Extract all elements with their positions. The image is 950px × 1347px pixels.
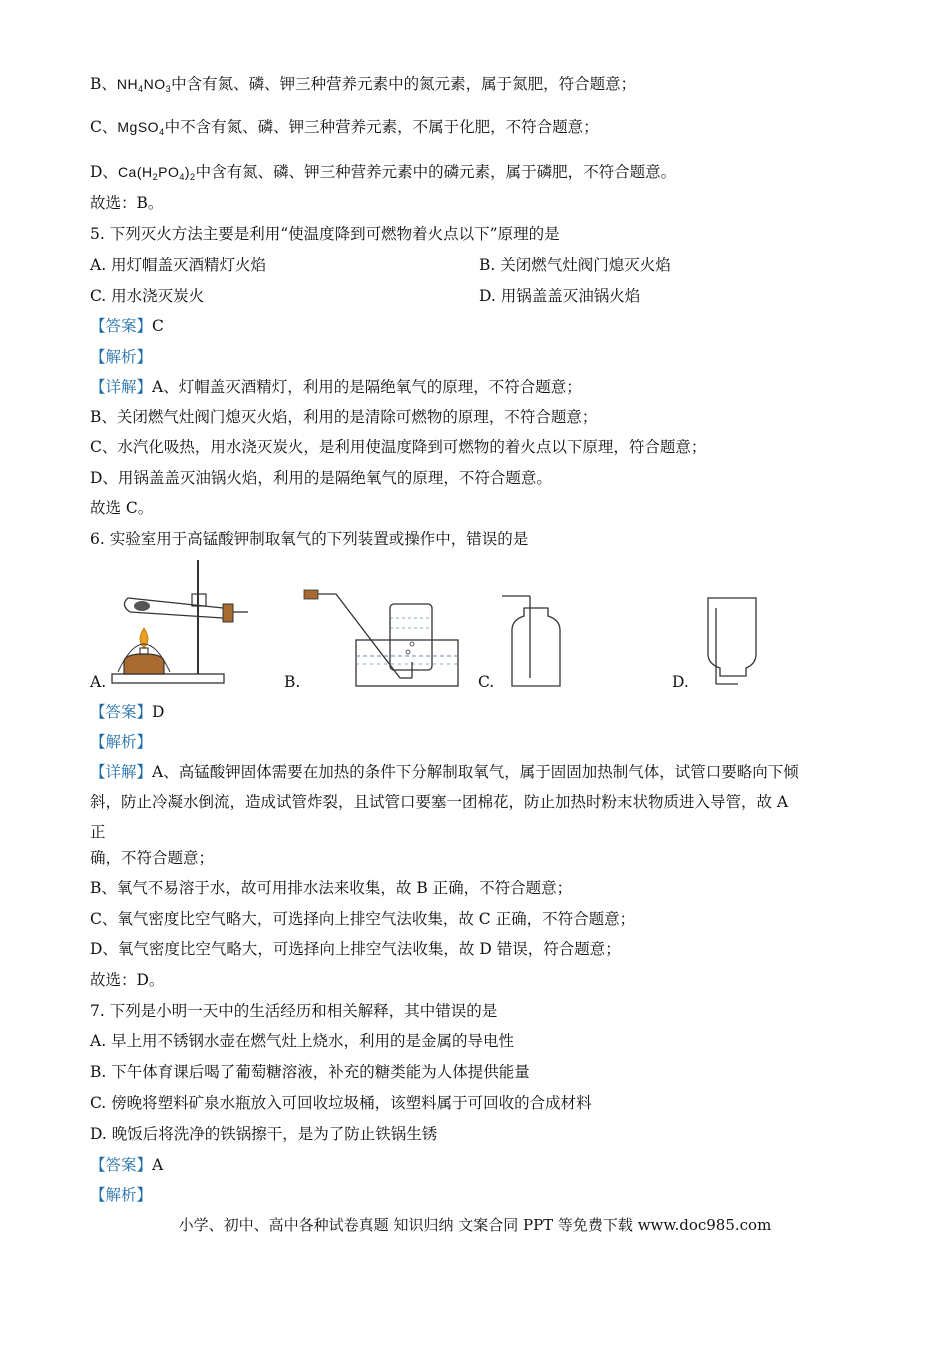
q6-detail-6: C、氧气密度比空气略大，可选择向上排空气法收集，故 C 正确，不符合题意； [90,910,636,928]
figure-b-label: B. [284,673,301,691]
formula-mgso4: MgSO$_4$ [117,119,165,137]
q6-detail-4: 确，不符合题意； [90,849,215,867]
q5-answer: 【答案】C [90,317,164,335]
q6-detail-3: 正 [90,823,106,841]
figure-a-heating-apparatus [108,556,250,688]
q5-detail-2: B、关闭燃气灶阀门熄灭火焰，利用的是清除可燃物的原理，不符合题意； [90,408,598,426]
q5-choice: 故选 C。 [90,499,154,517]
figure-d-label: D. [672,673,689,691]
figure-c-upward-air-displacement [500,592,572,688]
q5-detail-4: D、用锅盖盖灭油锅火焰，利用的是隔绝氧气的原理，不符合题意。 [90,469,552,487]
q5-analysis-tag: 【解析】 [90,348,153,366]
q7-stem: 7. 下列是小明一天中的生活经历和相关解释，其中错误的是 [90,1002,498,1020]
figure-b-water-collection [300,584,462,688]
q5-option-d: D. 用锅盖盖灭油锅火焰 [479,287,641,305]
q6-detail-5: B、氧气不易溶于水，故可用排水法来收集，故 B 正确，不符合题意； [90,879,573,897]
figure-a-label: A. [90,673,107,691]
q5-option-c: C. 用水浇灭炭火 [90,287,205,305]
q7-analysis-tag: 【解析】 [90,1186,153,1204]
q7-answer: 【答案】A [90,1156,164,1174]
q4-option-c: C、MgSO$_4$中不含有氮、磷、钾三种营养元素，不属于化肥，不符合题意； [90,118,599,137]
q7-option-d: D. 晚饭后将洗净的铁锅擦干，是为了防止铁锅生锈 [90,1125,438,1143]
q5-stem: 5. 下列灭火方法主要是利用“使温度降到可燃物着火点以下”原理的是 [90,225,560,243]
q6-answer: 【答案】D [90,703,165,721]
q4-option-d: D、$Ca(H_2PO_4)_2$中含有氮、磷、钾三种营养元素中的磷元素，属于磷肥，不符合题意。 [90,163,677,182]
figure-c-label: C. [478,673,495,691]
figure-d-downward-air-displacement [700,594,764,688]
q6-choice: 故选：D。 [90,971,165,989]
q4-choice: 故选：B。 [90,194,164,212]
q6-detail-1: 【详解】A、高锰酸钾固体需要在加热的条件下分解制取氧气，属于固固加热制气体，试管口要略向下倾 [90,763,799,781]
q7-option-a: A. 早上用不锈钢水壶在燃气灶上烧水，利用的是金属的导电性 [90,1032,515,1050]
q5-detail-3: C、水汽化吸热，用水浇灭炭火，是利用使温度降到可燃物的着火点以下原理，符合题意； [90,438,707,456]
q5-option-b: B. 关闭燃气灶阀门熄灭火焰 [479,256,671,274]
formula-nh4no3: $NH_4NO_3$ [116,76,172,94]
q4-option-b: B、$NH_4NO_3$中含有氮、磷、钾三种营养元素中的氮元素，属于氮肥，符合题意； [90,75,637,94]
q5-option-a: A. 用灯帽盖灭酒精灯火焰 [90,256,267,274]
q7-option-c: C. 傍晚将塑料矿泉水瓶放入可回收垃圾桶，该塑料属于可回收的合成材料 [90,1094,592,1112]
q5-detail-1: 【详解】A、灯帽盖灭酒精灯，利用的是隔绝氧气的原理，不符合题意； [90,378,582,396]
page-footer: 小学、初中、高中各种试卷真题 知识归纳 文案合同 PPT 等免费下载 www.doc985.com [178,1216,772,1234]
q6-detail-2: 斜，防止冷凝水倒流，造成试管炸裂，且试管口要塞一团棉花，防止加热时粉末状物质进入导管，故 A [90,793,789,811]
q6-stem: 6. 实验室用于高锰酸钾制取氧气的下列装置或操作中，错误的是 [90,530,529,548]
q6-analysis-tag: 【解析】 [90,733,153,751]
q6-detail-7: D、氧气密度比空气略大，可选择向上排空气法收集，故 D 错误，符合题意； [90,940,621,958]
formula-ca-h2po4-2: $Ca(H_2PO_4)_2$ [117,164,196,182]
q7-option-b: B. 下午体育课后喝了葡萄糖溶液，补充的糖类能为人体提供能量 [90,1063,530,1081]
